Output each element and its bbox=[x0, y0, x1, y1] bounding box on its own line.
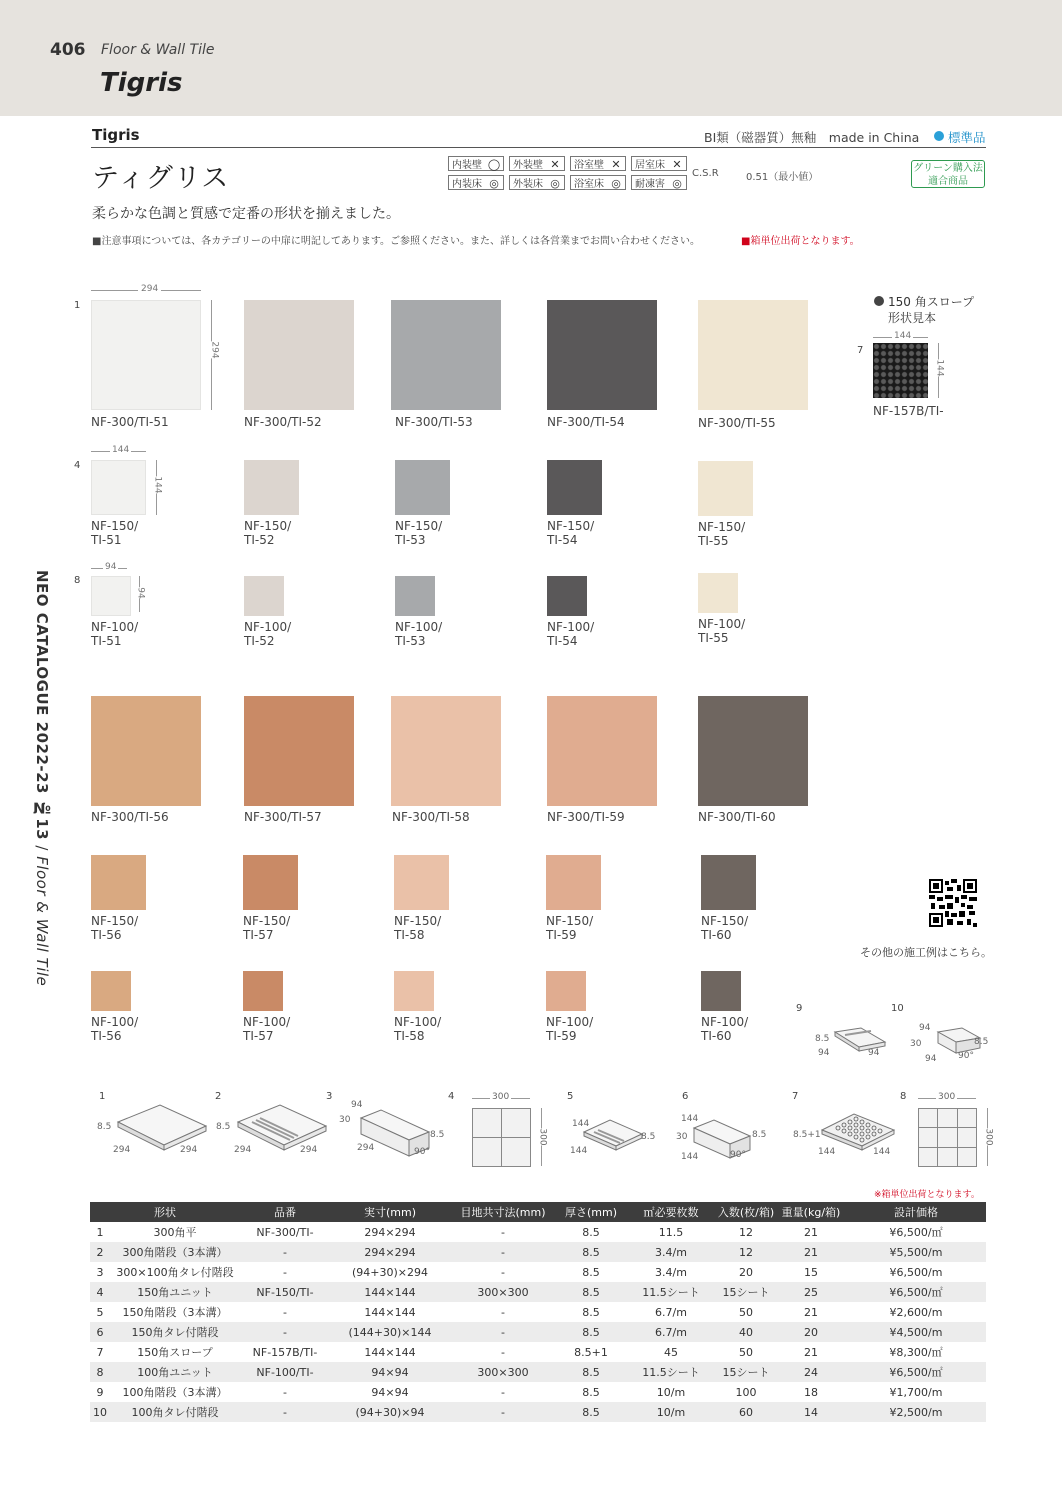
table-cell: ¥4,500/m bbox=[846, 1322, 986, 1342]
dimension-label: 144 bbox=[818, 1147, 836, 1157]
tile-swatch bbox=[91, 855, 146, 910]
header-rule bbox=[91, 147, 986, 148]
csr-label: C.S.R bbox=[692, 168, 719, 179]
tile-code: NF-150/ TI-52 bbox=[244, 519, 292, 547]
table-cell: 9 bbox=[96, 1385, 104, 1399]
tile-code: NF-150/ TI-55 bbox=[698, 520, 746, 548]
dimension-label: 294 bbox=[357, 1143, 375, 1153]
dimension-label: 144 bbox=[873, 1147, 891, 1157]
table-cell: - bbox=[240, 1402, 330, 1422]
table-header: 目地共寸法(mm) bbox=[450, 1202, 556, 1222]
usage-item: 居室床 ✕ bbox=[631, 156, 687, 171]
illustration-number: 2 bbox=[215, 1091, 222, 1102]
dimension-label: 8.5 bbox=[815, 1034, 830, 1044]
slope-title: 150 角スロープ bbox=[888, 295, 975, 309]
tile-swatch bbox=[244, 300, 354, 410]
table-cell: ¥1,700/m bbox=[889, 1385, 943, 1399]
table-cell: 6.7/m bbox=[626, 1322, 716, 1342]
dimension-label: 94 bbox=[925, 1054, 937, 1064]
table-cell: 294×294 bbox=[364, 1225, 416, 1239]
table-cell: 8.5+1 bbox=[574, 1345, 608, 1359]
dimension-label: 8.5 bbox=[641, 1132, 656, 1142]
tile-swatch bbox=[91, 696, 201, 806]
table-cell: 8.5 bbox=[556, 1242, 626, 1262]
tile-swatch bbox=[391, 696, 501, 806]
table-cell: NF-100/TI- bbox=[240, 1362, 330, 1382]
catalogue-sidebar: NEO CATALOGUE 2022-23 №13 / Floor & Wall Tile bbox=[33, 570, 51, 987]
table-cell: 50 bbox=[739, 1345, 753, 1359]
table-row bbox=[90, 1342, 986, 1362]
tile-swatch bbox=[546, 971, 586, 1011]
standard-dot-icon bbox=[934, 131, 944, 141]
tile-code: NF-100/ TI-51 bbox=[91, 620, 139, 648]
dimension-label: 144 bbox=[934, 359, 945, 377]
dimension-label: 144 bbox=[681, 1114, 699, 1124]
row-number: 4 bbox=[74, 460, 81, 471]
table-cell: - bbox=[283, 1265, 287, 1279]
tile-code: NF-300/TI-57 bbox=[244, 810, 322, 824]
dimension-label: 8.5 bbox=[430, 1130, 445, 1140]
table-cell: 20 bbox=[776, 1322, 846, 1342]
table-cell: 15シート bbox=[716, 1362, 776, 1382]
table-cell: 10/m bbox=[626, 1402, 716, 1422]
table-row bbox=[90, 1242, 986, 1262]
table-cell: 25 bbox=[776, 1282, 846, 1302]
table-row bbox=[90, 1382, 986, 1402]
product-spec: BⅠ類（磁器質）無釉 made in China bbox=[704, 130, 920, 145]
tile-swatch bbox=[244, 696, 354, 806]
qr-caption: その他の施工例はこちら。 bbox=[860, 946, 992, 959]
dimension-label: 94 bbox=[105, 562, 117, 572]
table-cell: 60 bbox=[716, 1402, 776, 1422]
table-cell: 3.4/m bbox=[626, 1242, 716, 1262]
table-cell: 144×144 bbox=[364, 1305, 416, 1319]
usage-item: 浴室床 ◎ bbox=[570, 175, 626, 190]
table-cell: - bbox=[501, 1265, 505, 1279]
dimension-label: 30 bbox=[676, 1132, 688, 1142]
tile-code: NF-157B/TI- bbox=[873, 404, 944, 418]
tile-swatch bbox=[394, 855, 449, 910]
tile-swatch bbox=[547, 576, 587, 616]
tile-swatch bbox=[394, 971, 434, 1011]
brand-title: Tigris bbox=[100, 68, 183, 98]
illustration-number: 8 bbox=[900, 1091, 907, 1102]
table-cell: 144×144 bbox=[364, 1345, 416, 1359]
illustration-number: 3 bbox=[326, 1091, 333, 1102]
table-cell: 6.7/m bbox=[655, 1305, 687, 1319]
table-cell: 1 bbox=[96, 1225, 104, 1239]
dimension-label: 90° bbox=[414, 1147, 430, 1157]
tile-code: NF-150/ TI-60 bbox=[701, 914, 749, 942]
dimension-label: 300 bbox=[492, 1092, 510, 1102]
table-cell: 94×94 bbox=[371, 1385, 409, 1399]
table-cell: 3.4/m bbox=[655, 1265, 687, 1279]
illustration-number: 4 bbox=[448, 1091, 455, 1102]
table-cell: 94×94 bbox=[330, 1362, 450, 1382]
dimension-label: 30 bbox=[339, 1115, 351, 1125]
dimension-label: 294 bbox=[234, 1145, 252, 1155]
tile-code: NF-150/ TI-57 bbox=[243, 914, 291, 942]
table-box-note: ※箱単位出荷となります。 bbox=[874, 1190, 980, 1200]
tile-swatch bbox=[243, 855, 298, 910]
table-cell: - bbox=[450, 1402, 556, 1422]
illustration-number: 6 bbox=[682, 1091, 689, 1102]
table-cell: 45 bbox=[664, 1345, 678, 1359]
dimension-label: 94 bbox=[351, 1100, 363, 1110]
tile-swatch bbox=[244, 576, 284, 616]
row-number: 7 bbox=[857, 345, 864, 356]
table-header: 入数(枚/箱) bbox=[716, 1202, 776, 1222]
table-cell: 100角タレ付階段 bbox=[110, 1402, 240, 1422]
tile-code: NF-300/TI-54 bbox=[547, 415, 625, 429]
tile-code: NF-300/TI-53 bbox=[395, 415, 473, 429]
table-cell: 8.5 bbox=[582, 1265, 600, 1279]
tile-code: NF-300/TI-59 bbox=[547, 810, 625, 824]
table-header: 重量(kg/箱) bbox=[776, 1202, 846, 1222]
table-cell: - bbox=[501, 1305, 505, 1319]
tile-swatch bbox=[698, 573, 738, 613]
table-cell: 11.5シート bbox=[626, 1362, 716, 1382]
standard-label: 標準品 bbox=[948, 130, 986, 145]
table-cell: 8.5 bbox=[556, 1402, 626, 1422]
qr-code[interactable] bbox=[929, 879, 977, 927]
table-row bbox=[90, 1302, 986, 1322]
table-cell: ¥6,500/㎡ bbox=[889, 1226, 943, 1239]
table-cell: - bbox=[450, 1242, 556, 1262]
tile-code: NF-100/ TI-54 bbox=[547, 620, 595, 648]
tile-code: NF-150/ TI-56 bbox=[91, 914, 139, 942]
dimension-label: 8.5 bbox=[752, 1130, 767, 1140]
dimension-label: 300 bbox=[537, 1128, 548, 1146]
tile-code: NF-100/ TI-57 bbox=[243, 1015, 291, 1043]
dimension-label: 144 bbox=[572, 1119, 590, 1129]
table-cell: 21 bbox=[804, 1225, 818, 1239]
dimension-label: 8.5+1 bbox=[793, 1130, 821, 1140]
table-cell: 294×294 bbox=[330, 1242, 450, 1262]
table-cell: 150角階段（3本溝） bbox=[122, 1306, 228, 1319]
dimension-label: 144 bbox=[152, 476, 163, 494]
tile-code: NF-100/ TI-60 bbox=[701, 1015, 749, 1043]
tile-code: NF-150/ TI-58 bbox=[394, 914, 442, 942]
table-row bbox=[90, 1282, 986, 1302]
tile-code: NF-150/ TI-54 bbox=[547, 519, 595, 547]
tile-code: NF-150/ TI-53 bbox=[395, 519, 443, 547]
illustration-number: 7 bbox=[792, 1091, 799, 1102]
dimension-label: 94 bbox=[818, 1048, 830, 1058]
table-cell: - bbox=[283, 1385, 287, 1399]
table-cell: 8.5 bbox=[556, 1322, 626, 1342]
table-cell: 8 bbox=[90, 1362, 110, 1382]
dimension-label: 8.5 bbox=[216, 1122, 231, 1132]
table-cell: - bbox=[240, 1322, 330, 1342]
dimension-label: 8.5 bbox=[974, 1037, 989, 1047]
usage-grid bbox=[448, 156, 688, 192]
table-cell: 300角平 bbox=[153, 1226, 197, 1239]
table-cell: 100角ユニット bbox=[110, 1362, 240, 1382]
dimension-label: 300 bbox=[938, 1092, 956, 1102]
table-cell: 50 bbox=[739, 1305, 753, 1319]
table-cell: 18 bbox=[804, 1385, 818, 1399]
dimension-label: 294 bbox=[209, 341, 220, 359]
dimension-label: 294 bbox=[113, 1145, 131, 1155]
table-cell: 11.5シート bbox=[626, 1282, 716, 1302]
table-cell: (94+30)×94 bbox=[330, 1402, 450, 1422]
table-cell: 3 bbox=[96, 1265, 104, 1279]
illustration-number: 9 bbox=[796, 1003, 803, 1014]
dimension-label: 94 bbox=[919, 1023, 931, 1033]
nosing-tile-illustration bbox=[690, 1112, 760, 1162]
table-cell: 14 bbox=[776, 1402, 846, 1422]
tile-swatch bbox=[91, 576, 131, 616]
slope-tile-swatch bbox=[873, 343, 928, 398]
tile-swatch bbox=[91, 300, 201, 410]
tile-code: NF-300/TI-51 bbox=[91, 415, 169, 429]
table-cell: 4 bbox=[90, 1282, 110, 1302]
tile-code: NF-300/TI-58 bbox=[392, 810, 470, 824]
usage-item: 耐凍害 ◎ bbox=[631, 175, 687, 190]
table-cell: 21 bbox=[804, 1305, 818, 1319]
dimension-label: 8.5 bbox=[97, 1122, 112, 1132]
table-cell: - bbox=[283, 1305, 287, 1319]
tile-swatch bbox=[547, 300, 657, 410]
table-cell: - bbox=[450, 1322, 556, 1342]
table-cell: 8.5 bbox=[582, 1305, 600, 1319]
table-cell: 7 bbox=[96, 1345, 104, 1359]
dimension-label: 294 bbox=[138, 284, 161, 294]
tile-swatch bbox=[243, 971, 283, 1011]
tile-code: NF-300/TI-52 bbox=[244, 415, 322, 429]
dimension-label: 144 bbox=[112, 445, 130, 455]
table-cell: 144×144 bbox=[330, 1282, 450, 1302]
dimension-label: 90° bbox=[730, 1150, 746, 1160]
illustration-number: 5 bbox=[567, 1091, 574, 1102]
table-header: 品番 bbox=[240, 1202, 330, 1222]
table-cell: ¥5,500/m bbox=[846, 1242, 986, 1262]
dimension-label: 294 bbox=[300, 1145, 318, 1155]
table-cell: - bbox=[501, 1385, 505, 1399]
tile-swatch bbox=[395, 576, 435, 616]
table-cell: 150角ユニット bbox=[110, 1282, 240, 1302]
table-cell: ¥2,500/m bbox=[846, 1402, 986, 1422]
tile-swatch bbox=[391, 300, 501, 410]
table-cell: ¥6,500/m bbox=[889, 1265, 943, 1279]
usage-item: 外装壁 ✕ bbox=[509, 156, 565, 171]
table-cell: 8.5 bbox=[556, 1282, 626, 1302]
table-cell: 150角タレ付階段 bbox=[110, 1322, 240, 1342]
table-row bbox=[90, 1362, 986, 1382]
dimension-label: 30 bbox=[910, 1039, 922, 1049]
table-row bbox=[90, 1402, 986, 1422]
box-shipping-note: ■箱単位出荷となります。 bbox=[741, 236, 860, 247]
table-cell: 15 bbox=[804, 1265, 818, 1279]
header-band bbox=[0, 0, 1062, 116]
tile-code: NF-150/ TI-51 bbox=[91, 519, 139, 547]
table-cell: ¥2,600/m bbox=[889, 1305, 943, 1319]
table-cell: 11.5 bbox=[658, 1225, 684, 1239]
usage-item: 内装壁 ◯ bbox=[448, 156, 504, 171]
dimension-label: 144 bbox=[681, 1152, 699, 1162]
green-purchase-badge: グリーン購入法 適合商品 bbox=[911, 160, 985, 188]
unit-sheet-illustration bbox=[472, 1108, 532, 1168]
table-cell: 100角階段（3本溝） bbox=[122, 1386, 228, 1399]
table-cell: 15シート bbox=[716, 1282, 776, 1302]
page-number: 406 bbox=[50, 40, 86, 60]
tile-swatch bbox=[395, 460, 450, 515]
tile-swatch bbox=[698, 696, 808, 806]
spec-table bbox=[90, 1202, 986, 1422]
product-name-en: Tigris bbox=[92, 126, 140, 144]
table-row bbox=[90, 1322, 986, 1342]
table-cell: 8.5 bbox=[582, 1385, 600, 1399]
usage-item: 浴室壁 ✕ bbox=[570, 156, 626, 171]
table-header: ㎡必要枚数 bbox=[626, 1202, 716, 1222]
product-name-jp: ティグリス bbox=[92, 163, 230, 194]
tile-swatch bbox=[244, 460, 299, 515]
tile-swatch bbox=[91, 460, 146, 515]
dimension-label: 300 bbox=[983, 1128, 994, 1146]
table-cell: NF-150/TI- bbox=[240, 1282, 330, 1302]
tile-code: NF-100/ TI-58 bbox=[394, 1015, 442, 1043]
tile-code: NF-100/ TI-52 bbox=[244, 620, 292, 648]
table-cell: 100 bbox=[735, 1385, 757, 1399]
table-cell: NF-157B/TI- bbox=[252, 1345, 318, 1359]
dimension-label: 94 bbox=[135, 587, 146, 599]
illustration-number: 10 bbox=[891, 1003, 904, 1014]
table-row bbox=[90, 1222, 986, 1242]
tile-swatch bbox=[547, 696, 657, 806]
usage-item: 外装床 ◎ bbox=[509, 175, 565, 190]
table-cell: 2 bbox=[90, 1242, 110, 1262]
usage-item: 内装床 ◎ bbox=[448, 175, 504, 190]
tile-code: NF-100/ TI-59 bbox=[546, 1015, 594, 1043]
table-header: 形状 bbox=[90, 1202, 240, 1222]
tile-swatch bbox=[547, 460, 602, 515]
dimension-label: 94 bbox=[868, 1048, 880, 1058]
table-header-row bbox=[90, 1202, 986, 1222]
dimension-label: 90° bbox=[958, 1051, 974, 1061]
table-cell: (94+30)×294 bbox=[351, 1265, 428, 1279]
tile-swatch bbox=[701, 855, 756, 910]
table-cell: 300×300 bbox=[450, 1282, 556, 1302]
tile-swatch bbox=[701, 971, 741, 1011]
table-header: 実寸(mm) bbox=[330, 1202, 450, 1222]
table-cell: 5 bbox=[96, 1305, 104, 1319]
bullet-icon bbox=[874, 296, 884, 306]
unit-sheet-illustration bbox=[918, 1108, 978, 1168]
stair-tile-illustration bbox=[580, 1112, 650, 1157]
table-cell: 6 bbox=[90, 1322, 110, 1342]
dimension-label: 294 bbox=[180, 1145, 198, 1155]
table-cell: 20 bbox=[739, 1265, 753, 1279]
table-cell: ¥6,500/㎡ bbox=[846, 1362, 986, 1382]
table-cell: 8.5 bbox=[582, 1225, 600, 1239]
tile-code: NF-150/ TI-59 bbox=[546, 914, 594, 942]
csr-value: 0.51（最小値） bbox=[746, 172, 819, 183]
tile-code: NF-100/ TI-53 bbox=[395, 620, 443, 648]
table-row bbox=[90, 1262, 986, 1282]
table-cell: 300×300 bbox=[450, 1362, 556, 1382]
table-cell: 12 bbox=[716, 1242, 776, 1262]
table-cell: - bbox=[501, 1345, 505, 1359]
slope-subtitle: 形状見本 bbox=[888, 311, 937, 325]
caution-note: ■注意事項については、各カテゴリーの中扉に明記してあります。ご参照ください。また、詳しくは各営業までお問い合わせください。 bbox=[92, 236, 701, 247]
table-cell: 300×100角タレ付階段 bbox=[116, 1266, 234, 1279]
tile-swatch bbox=[698, 461, 753, 516]
table-cell: 10/m bbox=[656, 1385, 686, 1399]
table-cell: 24 bbox=[776, 1362, 846, 1382]
row-number: 8 bbox=[74, 575, 81, 586]
tile-swatch bbox=[546, 855, 601, 910]
table-cell: ¥6,500/㎡ bbox=[846, 1282, 986, 1302]
table-cell: ¥8,300/㎡ bbox=[889, 1346, 943, 1359]
tile-code: NF-300/TI-60 bbox=[698, 810, 776, 824]
table-cell: - bbox=[501, 1225, 505, 1239]
table-header: 厚さ(mm) bbox=[556, 1202, 626, 1222]
table-cell: 40 bbox=[716, 1322, 776, 1342]
table-cell: 12 bbox=[739, 1225, 753, 1239]
tile-swatch bbox=[698, 300, 808, 410]
row-number: 1 bbox=[74, 300, 81, 311]
illustration-number: 1 bbox=[99, 1091, 106, 1102]
table-cell: 10 bbox=[90, 1402, 110, 1422]
tile-code: NF-300/TI-55 bbox=[698, 416, 776, 430]
table-cell: NF-300/TI- bbox=[256, 1225, 314, 1239]
table-cell: 21 bbox=[776, 1242, 846, 1262]
table-cell: 8.5 bbox=[556, 1362, 626, 1382]
table-cell: - bbox=[240, 1242, 330, 1262]
table-cell: (144+30)×144 bbox=[330, 1322, 450, 1342]
tile-code: NF-300/TI-56 bbox=[91, 810, 169, 824]
table-cell: 150角スロープ bbox=[137, 1346, 213, 1359]
table-header: 設計価格 bbox=[846, 1202, 986, 1222]
tile-swatch bbox=[91, 971, 131, 1011]
tile-code: NF-100/ TI-56 bbox=[91, 1015, 139, 1043]
dimension-label: 144 bbox=[894, 331, 912, 341]
table-cell: 21 bbox=[804, 1345, 818, 1359]
tagline: 柔らかな色調と質感で定番の形状を揃えました。 bbox=[92, 206, 400, 222]
dimension-label: 144 bbox=[570, 1146, 588, 1156]
table-cell: 300角階段（3本溝） bbox=[110, 1242, 240, 1262]
tile-code: NF-100/ TI-55 bbox=[698, 617, 746, 645]
section-title: Floor & Wall Tile bbox=[101, 42, 215, 58]
